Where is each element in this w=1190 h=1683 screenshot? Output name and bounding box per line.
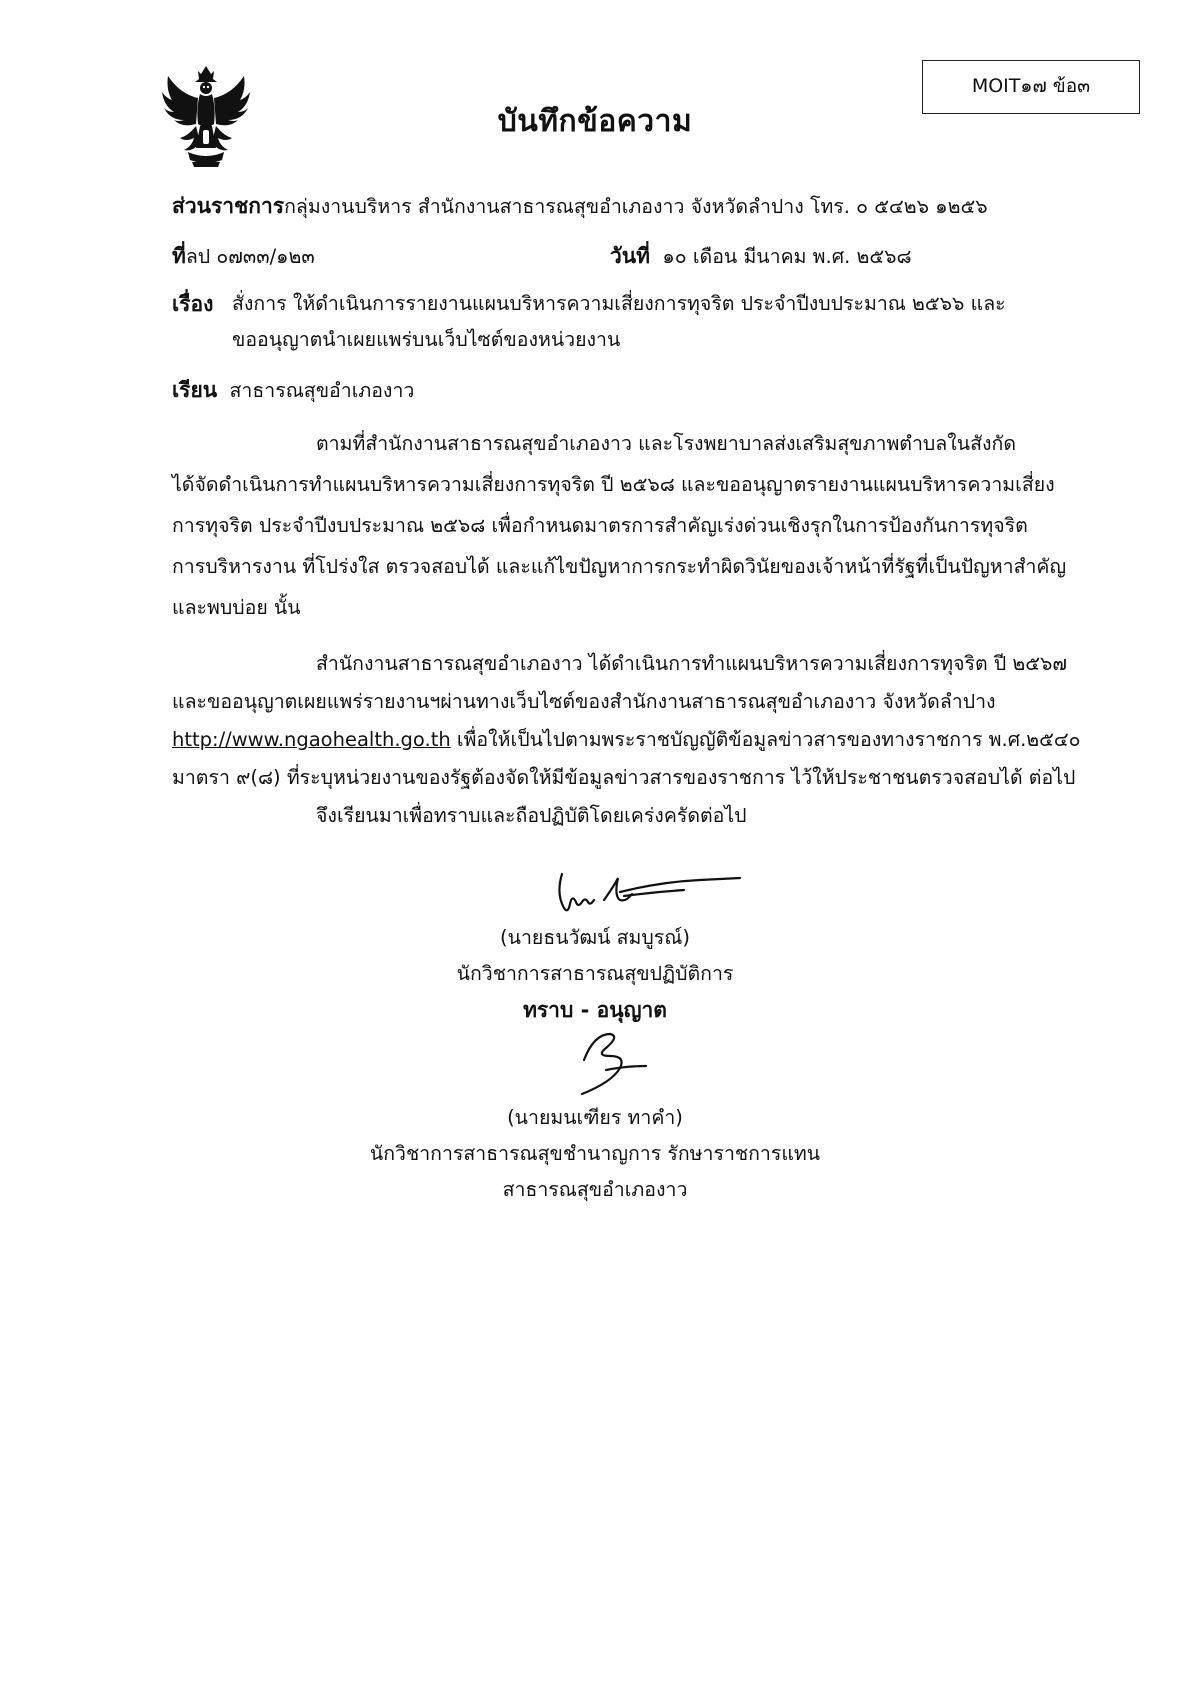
signer2-name: (นายมนเฑียร ทาคำ) — [507, 1106, 683, 1129]
paragraph1-line: และพบบ่อย นั้น — [172, 596, 301, 619]
department-label: ส่วนราชการ — [172, 194, 285, 218]
date-label: วันที่ — [610, 244, 650, 268]
paragraph2-line — [172, 724, 1081, 755]
paragraph1-line: ได้จัดดำเนินการทำแผนบริหารความเสี่ยงการทุจริต ปี ๒๕๖๘ และขออนุญาตรายงานแผนบริหารความเสี่ยง — [172, 473, 1055, 496]
subject-label: เรื่อง — [172, 292, 214, 316]
signature-1-icon — [554, 862, 744, 918]
signer2-position: นักวิชาการสาธารณสุขชำนาญการ รักษาราชการแทน — [369, 1142, 821, 1165]
reference-number-line — [172, 240, 315, 273]
subject-text-1: สั่งการ ให้ดำเนินการรายงานแผนบริหารความเสี่ยงการทุจริต ประจำปีงบประมาณ ๒๕๖๖ และ — [232, 292, 1006, 315]
subject-line — [172, 288, 213, 321]
signature-2-icon — [576, 1030, 656, 1096]
paragraph2-line: มาตรา ๙(๘) ที่ระบุหน่วยงานของรัฐต้องจัดให้มีข้อมูลข่าวสารของราชการ ไว้ให้ประชาชนตรวจสอบได้ ต่อไป — [172, 766, 1076, 789]
date-value: ๑๐ เดือน มีนาคม พ.ศ. ๒๕๖๘ — [662, 245, 912, 268]
reference-number-value: ลป ๐๗๓๓/๑๒๓ — [185, 245, 315, 268]
closing-line: จึงเรียนมาเพื่อทราบและถือปฏิบัติโดยเคร่งครัดต่อไป — [316, 804, 747, 827]
reference-code-box: MOIT๑๗ ข้อ๓ — [922, 60, 1140, 114]
paragraph1-line: การทุจริต ประจำปีงบประมาณ ๒๕๖๘ เพื่อกำหนดมาตรการสำคัญเร่งด่วนเชิงรุกในการป้องกันการทุจริต — [172, 514, 1028, 537]
addressee-value: สาธารณสุขอำเภองาว — [229, 379, 415, 402]
department-line — [172, 190, 988, 223]
paragraph2-line3-text: เพื่อให้เป็นไปตามพระราชบัญญัติข้อมูลข่าวสารของทางราชการ พ.ศ.๒๕๔๐ — [450, 728, 1081, 751]
signer1-position: นักวิชาการสาธารณสุขปฏิบัติการ — [456, 962, 734, 985]
website-link[interactable]: http://www.ngaohealth.go.th — [172, 728, 451, 751]
paragraph1-line: การบริหารงาน ที่โปร่งใส ตรวจสอบได้ และแก้ไขปัญหาการกระทำผิดวินัยของเจ้าหน้าที่รัฐที่เป็นปัญหาสำคัญ — [172, 555, 1067, 578]
subject-text-2: ขออนุญาตนำเผยแพร่บนเว็บไซต์ของหน่วยงาน — [232, 328, 621, 351]
paragraph2-line: และขออนุญาตเผยแพร่รายงานฯผ่านทางเว็บไซต์ของสำนักงานสาธารณสุขอำเภองาว จังหวัดลำปาง — [172, 690, 996, 713]
memo-title: บันทึกข้อความ — [497, 104, 693, 139]
paragraph1-line: ตามที่สำนักงานสาธารณสุขอำเภองาว และโรงพยาบาลส่งเสริมสุขภาพตำบลในสังกัด — [316, 432, 1016, 455]
approval-text: ทราบ - อนุญาต — [523, 998, 667, 1022]
date-line — [610, 240, 912, 273]
signer1-name: (นายธนวัฒน์ สมบูรณ์) — [500, 926, 690, 949]
addressee-label: เรียน — [172, 378, 218, 402]
signer2-position2: สาธารณสุขอำเภองาว — [502, 1178, 688, 1201]
department-value: กลุ่มงานบริหาร สำนักงานสาธารณสุขอำเภองาว จังหวัดลำปาง โทร. ๐ ๕๔๒๖ ๑๒๕๖ — [284, 195, 988, 218]
reference-number-label: ที่ — [172, 244, 186, 268]
paragraph2-line: สำนักงานสาธารณสุขอำเภองาว ได้ดำเนินการทำแผนบริหารความเสี่ยงการทุจริต ปี ๒๕๖๗ — [316, 652, 1068, 675]
addressee-line — [172, 374, 414, 407]
